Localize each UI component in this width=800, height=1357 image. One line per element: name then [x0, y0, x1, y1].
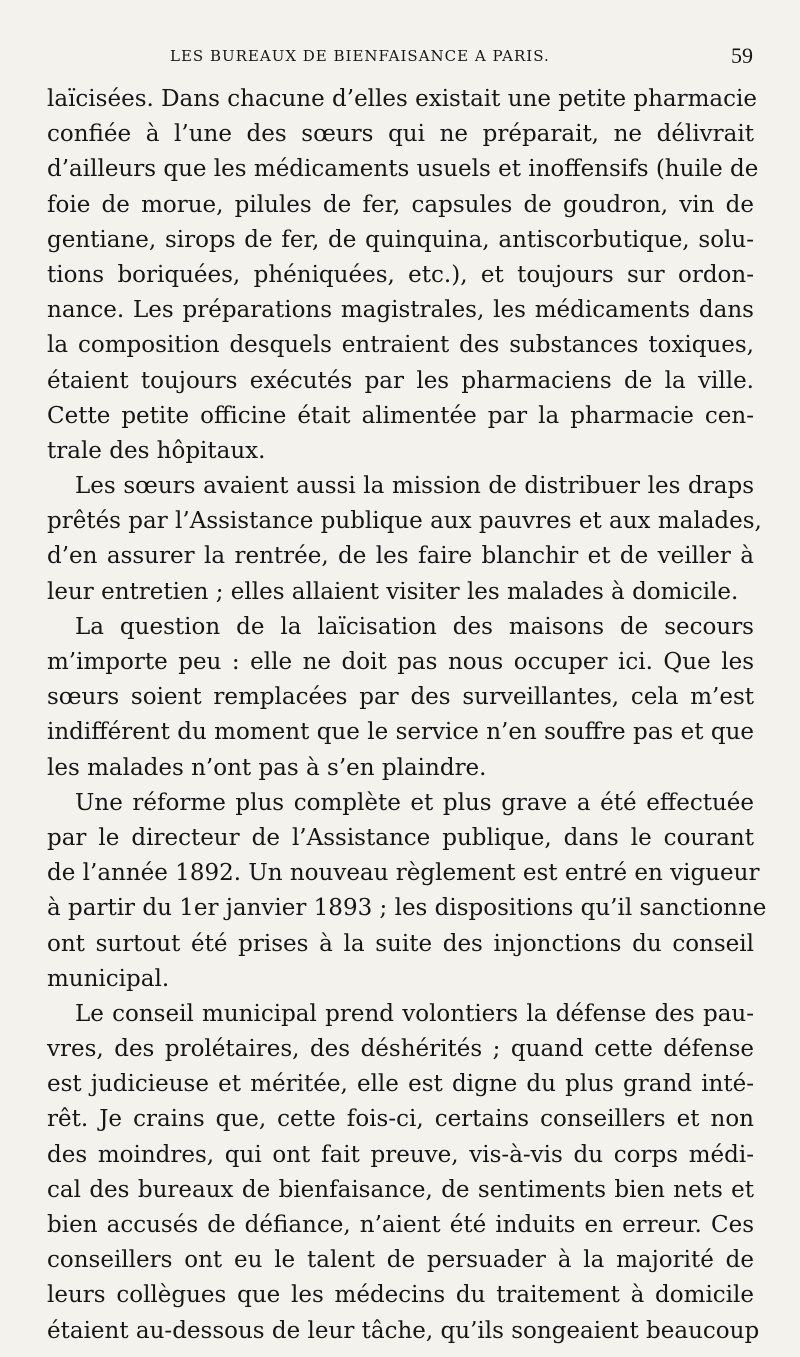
text-line: est judicieuse et méritée, elle est digne du plus grand inté- — [47, 1071, 754, 1098]
text-line: d’en assurer la rentrée, de les faire blanchir et de veiller à — [47, 543, 754, 570]
text-line: à partir du 1er janvier 1893 ; les dispositions qu’il sanctionne — [47, 895, 767, 922]
text-line: indifférent du moment que le service n’en souffre pas et que — [47, 719, 754, 746]
text-line: m’importe peu : elle ne doit pas nous occuper ici. Que les — [47, 649, 754, 675]
text-line: Les sœurs avaient aussi la mission de distribuer les draps — [75, 473, 754, 500]
text-line: les malades n’ont pas à s’en plaindre. — [47, 754, 487, 781]
running-title: LES BUREAUX DE BIENFAISANCE A PARIS. — [170, 47, 550, 65]
text-line: laïcisées. Dans chacune d’elles existait une petite pharmacie — [47, 86, 757, 112]
text-line: tions boriquées, phéniquées, etc.), et toujours sur ordon- — [47, 261, 754, 288]
text-line: leurs collègues que les médecins du traitement à domicile — [47, 1282, 754, 1309]
text-line: vres, des prolétaires, des déshérités ; quand cette défense — [47, 1036, 754, 1063]
page-number: 59 — [731, 43, 753, 68]
text-line: étaient au-dessous de leur tâche, qu’ils songeaient beaucoup — [47, 1317, 760, 1344]
text-line: la composition desquels entraient des substances toxiques, — [47, 332, 754, 359]
text-line: Le conseil municipal prend volontiers la défense des pau- — [75, 1000, 754, 1027]
text-line: par le directeur de l’Assistance publique, dans le courant — [47, 824, 754, 851]
body-text — [47, 82, 767, 1349]
text-line: des moindres, qui ont fait preuve, vis-à-vis du corps médi- — [47, 1141, 754, 1168]
text-line: gentiane, sirops de fer, de quinquina, antiscorbutique, solu- — [47, 226, 754, 253]
text-line: conseillers ont eu le talent de persuader à la majorité de — [47, 1247, 754, 1274]
text-line: sœurs soient remplacées par des surveillantes, cela m’est — [47, 684, 754, 711]
text-line: cal des bureaux de bienfaisance, de sentiments bien nets et — [47, 1176, 754, 1203]
text-line: d’ailleurs que les médicaments usuels et inoffensifs (huile de — [47, 156, 759, 183]
text-line: La question de la laïcisation des maisons de secours — [75, 613, 754, 640]
text-line: étaient toujours exécutés par les pharmaciens de la ville. — [47, 367, 754, 394]
text-line: rêt. Je crains que, cette fois-ci, certains conseillers et non — [47, 1106, 754, 1133]
text-line: bien accusés de défiance, n’aient été induits en erreur. Ces — [47, 1212, 754, 1238]
text-line: prêtés par l’Assistance publique aux pauvres et aux malades, — [47, 508, 762, 535]
text-line: Cette petite officine était alimentée par la pharmacie cen- — [47, 402, 754, 429]
text-line: municipal. — [47, 965, 170, 992]
text-line: de l’année 1892. Un nouveau règlement est entré en vigueur — [47, 860, 760, 887]
text-line: trale des hôpitaux. — [47, 437, 266, 464]
text-line: confiée à l’une des sœurs qui ne préparait, ne délivrait — [47, 121, 754, 148]
text-line: foie de morue, pilules de fer, capsules de goudron, vin de — [47, 191, 754, 218]
text-line: nance. Les préparations magistrales, les médicaments dans — [47, 297, 754, 324]
text-line: leur entretien ; elles allaient visiter les malades à domicile. — [47, 578, 739, 605]
text-line: Une réforme plus complète et plus grave a été effectuée — [75, 789, 754, 816]
text-line: ont surtout été prises à la suite des injonctions du conseil — [47, 930, 754, 957]
page-header — [0, 45, 800, 75]
